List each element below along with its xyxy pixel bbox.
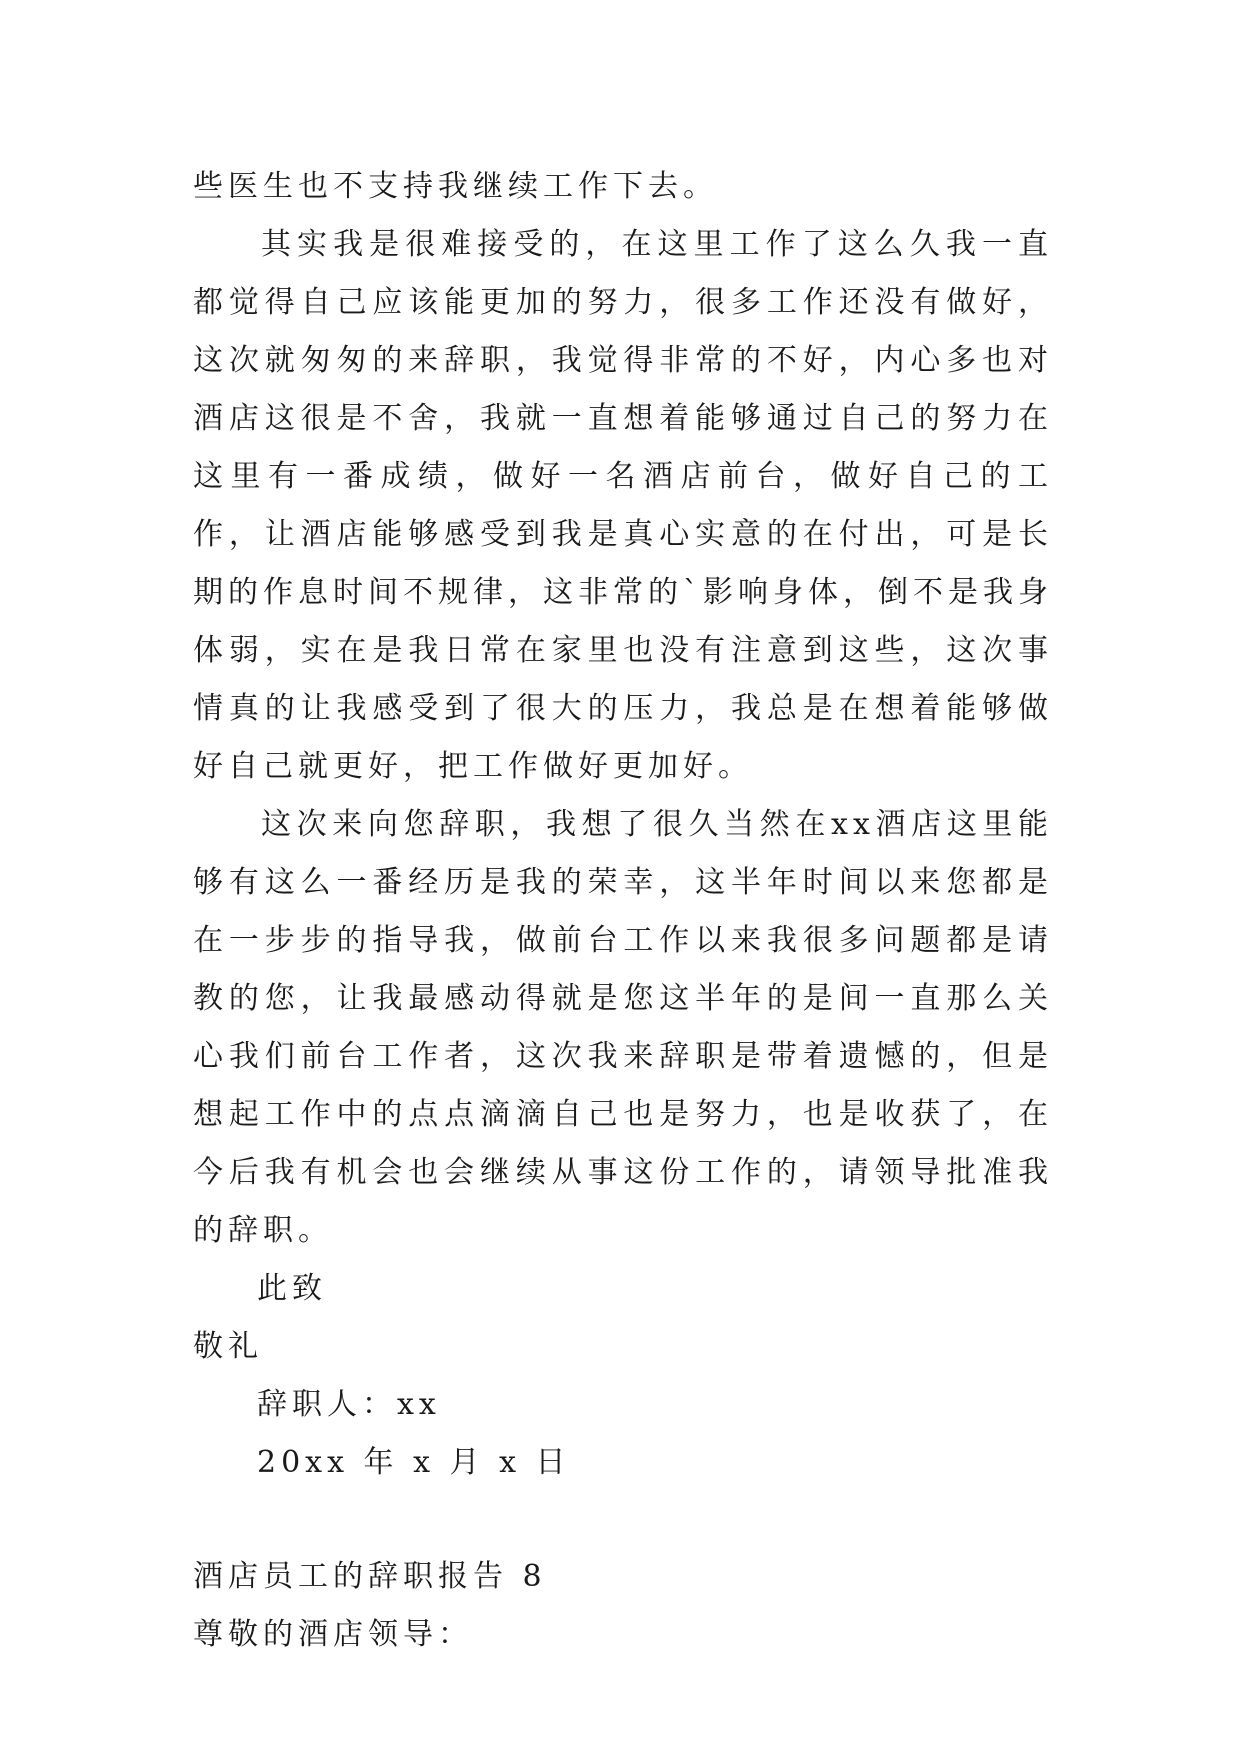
next-letter-title: 酒店员工的辞职报告 8 <box>193 1559 547 1594</box>
section-gap <box>193 1492 1053 1548</box>
body-paragraph-1: 其实我是很难接受的，在这里工作了这么久我一直都觉得自己应该能更加的努力，很多工作还没有做好，这次就匆匆的来辞职，我觉得非常的不好，内心多也对酒店这很是不舍，我就一直想着能够通过自己的努力在这里有一番成绩，做好一名酒店前台，做好自己的工作，让酒店能够感受到我是真心实意的在付出，可是长期的作息时间不规律，这非常的`影响身体，倒不是我身体弱，实在是我日常在家里也没有注意到这些，这次事情真的让我感受到了很大的压力，我总是在想着能够做好自己就更好，把工作做好更加好。 <box>193 227 1053 784</box>
next-letter-salutation: 尊敬的酒店领导： <box>193 1617 473 1652</box>
closing-salutation: 此致 <box>257 1271 327 1306</box>
body-paragraph-2: 这次来向您辞职，我想了很久当然在xx酒店这里能够有这么一番经历是我的荣幸，这半年时间以来您都是在一步步的指导我，做前台工作以来我很多问题都是请教的您，让我最感动得就是您这半年的是间一直那么关心我们前台工作者，这次我来辞职是带着遗憾的，但是想起工作中的点点滴滴自己也是努力，也是收获了，在今后我有机会也会继续从事这份工作的，请领导批准我的辞职。 <box>193 807 1053 1248</box>
closing-regards: 敬礼 <box>193 1329 263 1364</box>
continuation-line: 些医生也不支持我继续工作下去。 <box>193 169 718 204</box>
signature-line: 辞职人：xx <box>257 1387 441 1422</box>
document-page <box>193 158 1053 1664</box>
date-line: 20xx 年 x 月 x 日 <box>257 1445 571 1480</box>
